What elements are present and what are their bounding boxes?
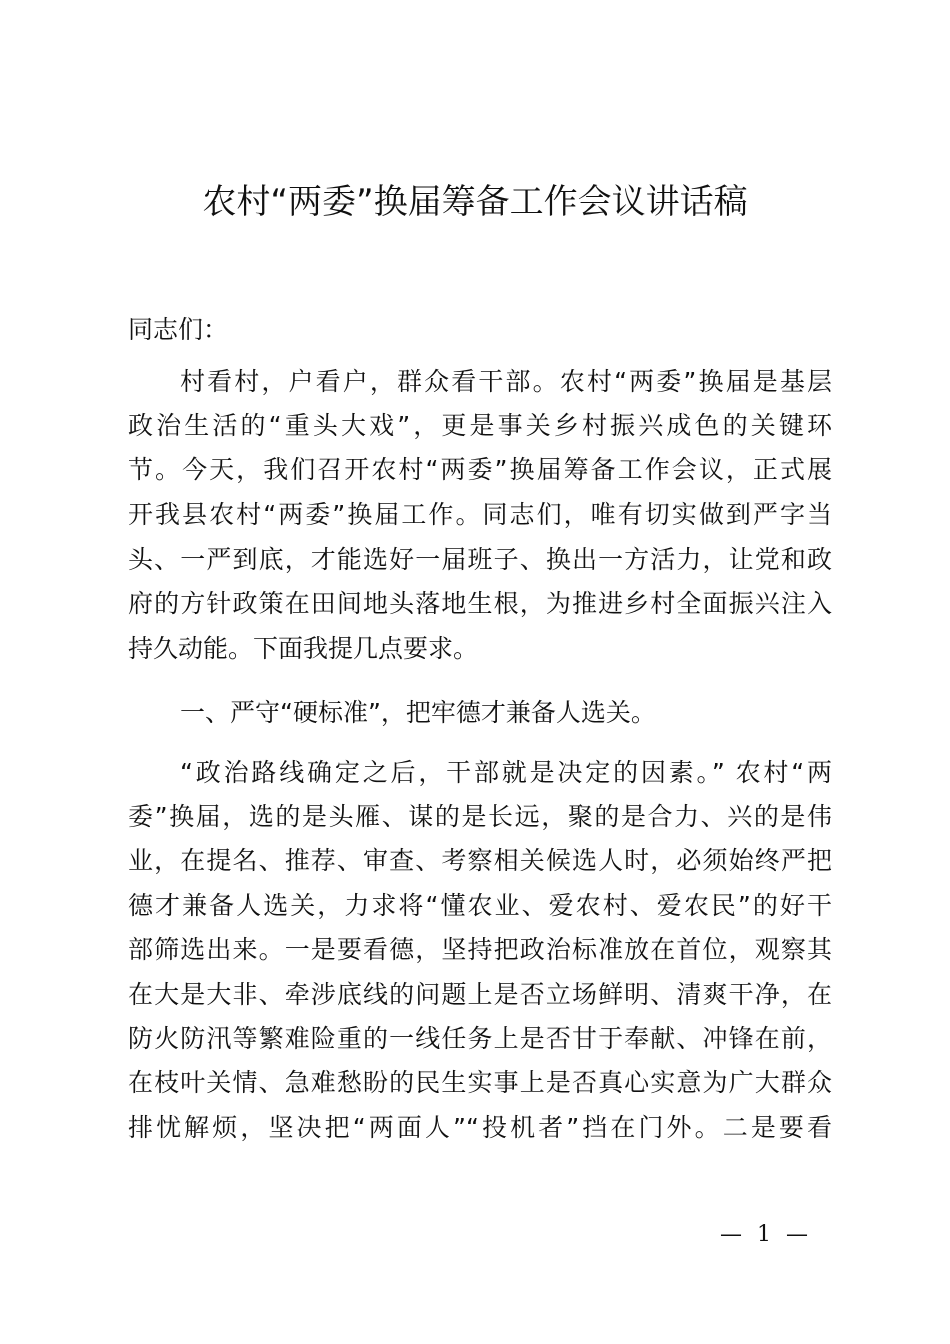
text-line: 村看村，户看户，群众看干部。农村“两委”换届是基层: [180, 367, 832, 396]
text-line: 持久动能。下面我提几点要求。: [128, 634, 479, 663]
text-line: 节。今天，我们召开农村“两委”换届筹备工作会议，正式展: [128, 455, 832, 484]
text-line: 在大是大非、牵涉底线的问题上是否立场鲜明、清爽干净，在: [128, 980, 832, 1009]
text-line: 排忧解烦，坚决把“两面人”“投机者”挡在门外。二是要看: [128, 1113, 832, 1142]
text-line: 德才兼备人选关，力求将“懂农业、爱农村、爱农民”的好干: [128, 891, 832, 920]
text-line: 头、一严到底，才能选好一届班子、换出一方活力，让党和政: [128, 545, 832, 574]
text-line: 业，在提名、推荐、审查、考察相关候选人时，必须始终严把: [128, 846, 832, 875]
text-line: 政治生活的“重头大戏”，更是事关乡村振兴成色的关键环: [128, 411, 832, 440]
text-line: 委”换届，选的是头雁、谋的是长远，聚的是合力、兴的是伟: [128, 802, 832, 831]
greeting: 同志们：: [128, 315, 229, 344]
text-line: 开我县农村“两委”换届工作。同志们，唯有切实做到严字当: [128, 500, 832, 529]
text-line: 防火防汛等繁难险重的一线任务上是否甘于奉献、冲锋在前，: [128, 1024, 832, 1053]
text-line: 部筛选出来。一是要看德，坚持把政治标准放在首位，观察其: [128, 935, 832, 964]
section-heading: 一、严守“硬标准”，把牢德才兼备人选关。: [180, 698, 656, 727]
text-line: 在枝叶关情、急难愁盼的民生实事上是否真心实意为广大群众: [128, 1068, 832, 1097]
text-line: “政治路线确定之后，干部就是决定的因素。” 农村“两: [180, 758, 832, 787]
text-line: 府的方针政策在田间地头落地生根，为推进乡村全面振兴注入: [128, 589, 832, 618]
document-title: 农村“两委”换届筹备工作会议讲话稿: [202, 182, 748, 222]
page-number: — 1 —: [720, 1222, 812, 1247]
